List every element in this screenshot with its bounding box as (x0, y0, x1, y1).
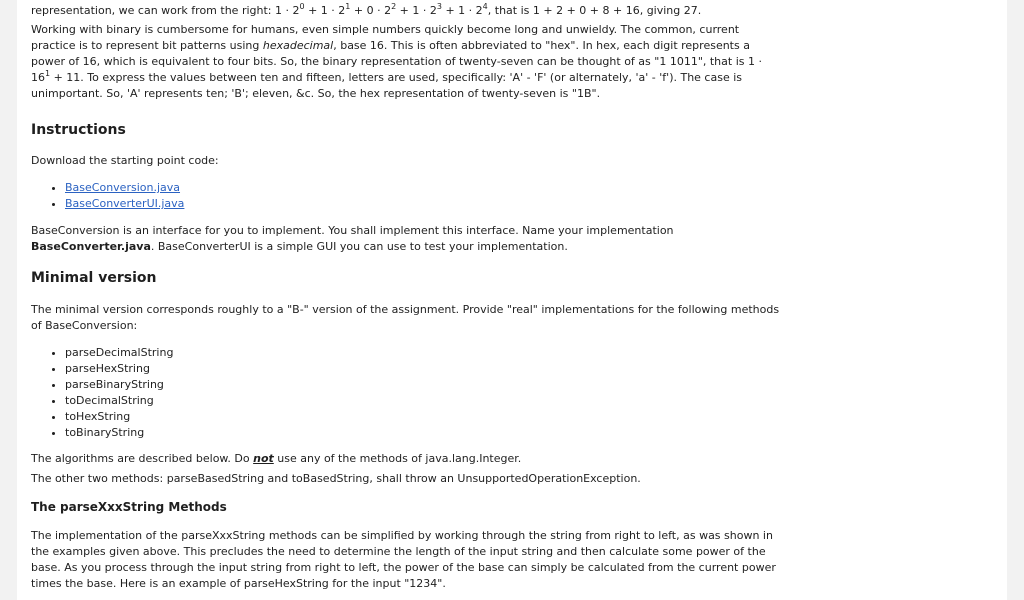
instructions-heading: Instructions (31, 122, 126, 138)
other-methods-note: The other two methods: parseBasedString and toBasedString, shall throw an UnsupportedOperationException. (31, 472, 641, 485)
list-item: • toDecimalString (65, 393, 173, 409)
intro-line: representation, we can work from the right: $1 \cdot 2^0 + 1 \cdot 2^1 + 0 \cdot 2^2 + 1 \cdot 2^3 + 1 \cdot 2^4$, that is 1 + 2 + 0 + 8 + 16, giving 27. (31, 2, 702, 17)
baseconversion-link[interactable]: BaseConversion.java (65, 181, 181, 194)
list-item: • parseHexString (65, 361, 173, 377)
hex-explanation-paragraph: Working with binary is cumbersome for humans, even simple numbers quickly become long and unwieldy. The common, current practice is to represent bit patterns using hexadecimal, base 16. This is often abbreviated to "hex". In hex, each digit represents a power of 16, which is equivalent to four bits. So, the binary representation of twenty-seven can be thought of as "1 1011", that is $1 \cdot 16^1 + 11$. To express the values between ten and fifteen, letters are used, specifically: 'A' - 'F' (or alternately, 'a' - 'f'). The case is unimportant. So, 'A' represents ten; 'B'; eleven, &c. So, the hex representation of twenty-seven is "1B". (31, 23, 762, 100)
algorithms-note: The algorithms are described below. Do not use any of the methods of java.lang.Integer. (31, 452, 522, 465)
parse-methods-heading: The parseXxxString Methods (31, 500, 227, 514)
list-item: • toHexString (65, 409, 173, 425)
download-text: Download the starting point code: (31, 154, 219, 167)
list-item (65, 180, 184, 196)
document-page (17, 0, 1007, 600)
minimal-version-paragraph: The minimal version corresponds roughly to a "B-" version of the assignment. Provide "real" implementations for the following methods of BaseConversion: (31, 303, 780, 332)
parse-methods-paragraph: The implementation of the parseXxxString methods can be simplified by working through the string from right to left, as was shown in the examples given above. This precludes the need to determine the length of the input string and then calculate some power of the base. As you process through the input string from right to left, the power of the base can simply be calculated from the current power times the base. Here is an example of parseHexString for the input "1234". (31, 529, 776, 590)
list-item: • parseDecimalString (65, 345, 173, 361)
download-links-list (31, 180, 184, 212)
methods-list (31, 345, 173, 441)
list-item: • toBinaryString (65, 425, 173, 441)
interface-description: BaseConversion is an interface for you to implement. You shall implement this interface. Name your implementation BaseConverter.java. BaseConverterUI is a simple GUI you can use to test your implementation. (31, 224, 674, 253)
baseconverterui-link[interactable]: BaseConverterUI.java (65, 197, 185, 210)
list-item (65, 196, 184, 212)
list-item: • parseBinaryString (65, 377, 173, 393)
minimal-version-heading: Minimal version (31, 270, 157, 286)
